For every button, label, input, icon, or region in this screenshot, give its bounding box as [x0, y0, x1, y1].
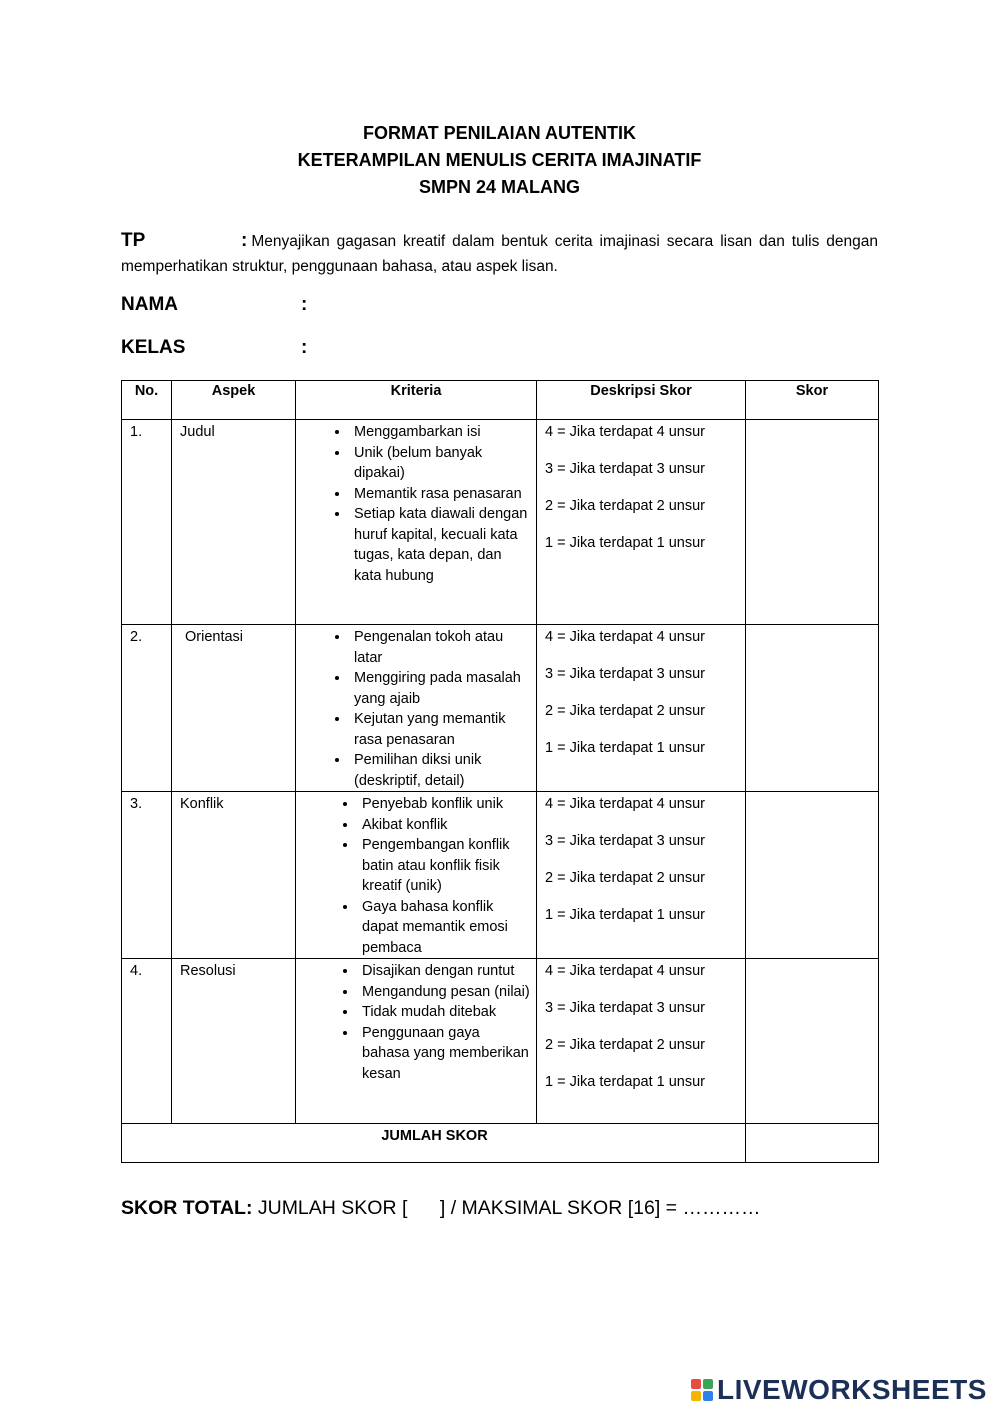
- kriteria-item: • Disajikan dengan runtut: [358, 961, 530, 982]
- row-aspek: Orientasi: [172, 625, 296, 792]
- table-row: [122, 420, 879, 625]
- kelas-colon: :: [301, 337, 308, 358]
- header-skor: Skor: [746, 381, 879, 420]
- kriteria-item: • Tidak mudah ditebak: [358, 1002, 530, 1023]
- logo-text: LIVEWORKSHEETS: [717, 1374, 987, 1405]
- row-skor-input[interactable]: [746, 420, 879, 625]
- nama-field: [121, 294, 307, 316]
- deskripsi-item: 2 = Jika terdapat 2 unsur: [545, 498, 706, 514]
- deskripsi-item: 2 = Jika terdapat 2 unsur: [545, 870, 706, 886]
- deskripsi-item: 4 = Jika terdapat 4 unsur: [545, 424, 706, 440]
- deskripsi-item: 3 = Jika terdapat 3 unsur: [545, 833, 706, 849]
- kriteria-item: • Memantik rasa penasaran: [350, 484, 530, 505]
- header-no: No.: [122, 381, 172, 420]
- row-no: 3.: [122, 792, 172, 959]
- row-deskripsi: [537, 959, 746, 1124]
- row-no: 4.: [122, 959, 172, 1124]
- deskripsi-item: 3 = Jika terdapat 3 unsur: [545, 666, 706, 682]
- kriteria-item: • Penggunaan gaya bahasa yang memberikan kesan: [358, 1023, 530, 1085]
- logo-square: [691, 1379, 701, 1389]
- deskripsi-item: 1 = Jika terdapat 1 unsur: [545, 740, 706, 756]
- row-aspek: Judul: [172, 420, 296, 625]
- tp-colon: :: [241, 230, 248, 251]
- row-skor-input[interactable]: [746, 959, 879, 1124]
- row-kriteria: [296, 420, 537, 625]
- deskripsi-item: 3 = Jika terdapat 3 unsur: [545, 461, 706, 477]
- row-skor-input[interactable]: [746, 625, 879, 792]
- kriteria-item: • Setiap kata diawali dengan huruf kapital, kecuali kata tugas, kata depan, dan kata hubung: [350, 504, 530, 586]
- liveworksheets-logo: [691, 1374, 987, 1406]
- deskripsi-item: 1 = Jika terdapat 1 unsur: [545, 535, 706, 551]
- deskripsi-item: 4 = Jika terdapat 4 unsur: [545, 629, 706, 645]
- tp-text: Menyajikan gagasan kreatif dalam bentuk cerita imajinasi secara lisan dan tulis dengan memperhatikan struktur, penggunaan bahasa, atau aspek lisan.: [121, 233, 878, 275]
- row-kriteria: [296, 792, 537, 959]
- skor-total-label: SKOR TOTAL:: [121, 1197, 253, 1219]
- skor-total-line: [121, 1197, 760, 1220]
- table-row: [122, 792, 879, 959]
- row-deskripsi: [537, 792, 746, 959]
- rubric-table: [121, 380, 879, 1163]
- kriteria-item: • Akibat konflik: [358, 815, 530, 836]
- row-kriteria: [296, 625, 537, 792]
- kelas-label: KELAS: [121, 337, 186, 358]
- logo-square: [703, 1391, 713, 1401]
- header-deskripsi: Deskripsi Skor: [537, 381, 746, 420]
- kriteria-item: • Pengenalan tokoh atau latar: [350, 627, 530, 668]
- title-line-2: KETERAMPILAN MENULIS CERITA IMAJINATIF: [297, 150, 702, 170]
- tp-label: TP: [121, 230, 146, 251]
- logo-mark-icon: [691, 1379, 713, 1401]
- row-no: 2.: [122, 625, 172, 792]
- jumlah-skor-input[interactable]: [746, 1124, 879, 1163]
- kriteria-item: • Pengembangan konflik batin atau konflik fisik kreatif (unik): [358, 835, 530, 897]
- document-title: [0, 120, 999, 201]
- header-aspek: Aspek: [172, 381, 296, 420]
- logo-square: [703, 1379, 713, 1389]
- nama-label: NAMA: [121, 294, 178, 315]
- kriteria-item: • Menggambarkan isi: [350, 422, 530, 443]
- kelas-field: [121, 337, 307, 359]
- kriteria-item: • Mengandung pesan (nilai): [358, 982, 530, 1003]
- row-aspek: Resolusi: [172, 959, 296, 1124]
- kriteria-item: • Menggiring pada masalah yang ajaib: [350, 668, 530, 709]
- row-deskripsi: [537, 420, 746, 625]
- deskripsi-item: 1 = Jika terdapat 1 unsur: [545, 1074, 706, 1090]
- deskripsi-item: 3 = Jika terdapat 3 unsur: [545, 1000, 706, 1016]
- table-row: [122, 625, 879, 792]
- kriteria-item: • Penyebab konflik unik: [358, 794, 530, 815]
- deskripsi-item: 1 = Jika terdapat 1 unsur: [545, 907, 706, 923]
- kriteria-item: • Pemilihan diksi unik (deskriptif, detail): [350, 750, 530, 791]
- header-kriteria: Kriteria: [296, 381, 537, 420]
- row-deskripsi: [537, 625, 746, 792]
- row-aspek: Konflik: [172, 792, 296, 959]
- title-line-1: FORMAT PENILAIAN AUTENTIK: [363, 123, 636, 143]
- nama-colon: :: [301, 294, 308, 315]
- deskripsi-item: 4 = Jika terdapat 4 unsur: [545, 963, 706, 979]
- kriteria-item: • Gaya bahasa konflik dapat memantik emosi pembaca: [358, 897, 530, 959]
- title-line-3: SMPN 24 MALANG: [418, 177, 580, 197]
- deskripsi-item: 2 = Jika terdapat 2 unsur: [545, 703, 706, 719]
- row-skor-input[interactable]: [746, 792, 879, 959]
- tp-paragraph: [121, 228, 878, 279]
- jumlah-row: [122, 1124, 879, 1163]
- table-header-row: [122, 381, 879, 420]
- skor-total-text: JUMLAH SKOR [ ] / MAKSIMAL SKOR [16] = …………: [257, 1197, 761, 1219]
- kriteria-item: • Unik (belum banyak dipakai): [350, 443, 530, 484]
- jumlah-skor-label: JUMLAH SKOR: [122, 1124, 746, 1163]
- deskripsi-item: 4 = Jika terdapat 4 unsur: [545, 796, 706, 812]
- kriteria-item: • Kejutan yang memantik rasa penasaran: [350, 709, 530, 750]
- table-row: [122, 959, 879, 1124]
- logo-square: [691, 1391, 701, 1401]
- deskripsi-item: 2 = Jika terdapat 2 unsur: [545, 1037, 706, 1053]
- row-kriteria: [296, 959, 537, 1124]
- row-no: 1.: [122, 420, 172, 625]
